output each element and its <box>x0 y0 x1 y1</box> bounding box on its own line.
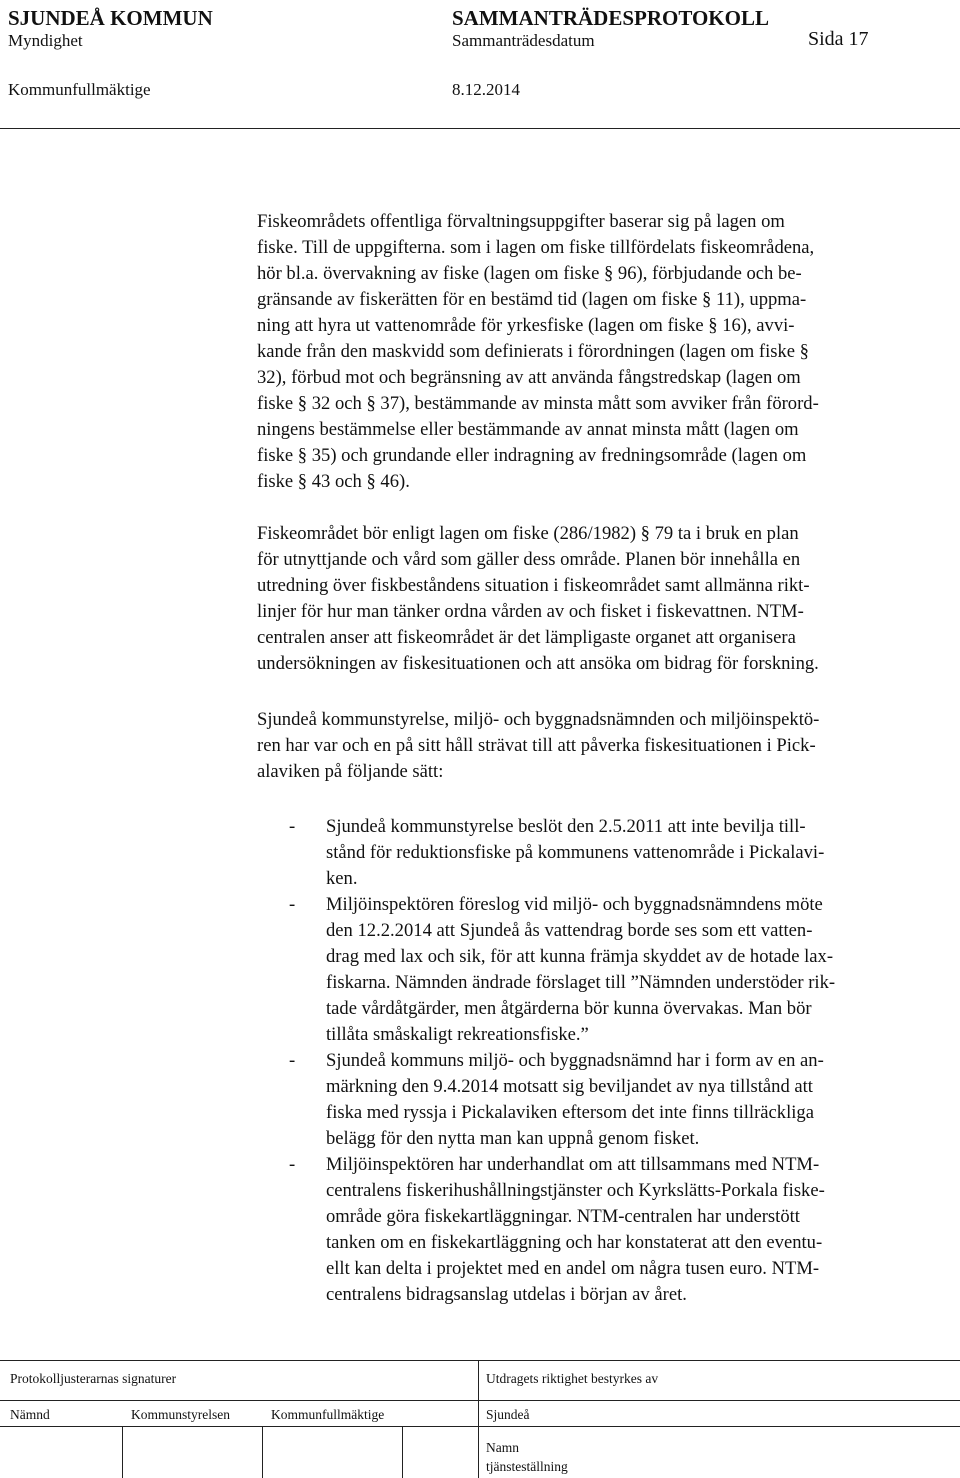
footer-signature-divider <box>0 1426 960 1427</box>
footer-col-namnd: Nämnd <box>10 1407 50 1422</box>
list-item-4-line: område göra fiskekartläggningar. NTM-centralen har understött <box>326 1206 800 1227</box>
list-item-4-line: Miljöinspektören har underhandlat om att tillsammans med NTM- <box>326 1154 820 1175</box>
footer-col-line-1 <box>122 1426 123 1478</box>
paragraph-1-line: ning att hyra ut vattenområde för yrkesfiske (lagen om fiske § 16), avvi- <box>257 315 795 336</box>
document-type: SAMMANTRÄDESPROTOKOLL <box>452 6 769 30</box>
list-item-2-line: drag med lax och sik, för att kunna främja skyddet av de hotade lax- <box>326 946 834 967</box>
list-item-2-line: fiskarna. Nämnden ändrade förslaget till ”Nämnden understöder rik- <box>326 972 836 993</box>
footer-divider <box>0 1360 960 1361</box>
municipality-name: SJUNDEÅ KOMMUN <box>8 6 213 30</box>
list-item-3-line: märkning den 9.4.2014 motsatt sig beviljandet av nya tillstånd att <box>326 1076 813 1097</box>
list-bullet: - <box>289 1050 296 1071</box>
meeting-date-label: Sammanträdesdatum <box>452 31 595 50</box>
paragraph-1-line: fiske § 43 och § 46). <box>257 471 410 492</box>
list-item-4-line: centralens bidragsanslag utdelas i början av året. <box>326 1284 687 1305</box>
list-item-1-line: Sjundeå kommunstyrelse beslöt den 2.5.2011 att inte bevilja till- <box>326 816 806 837</box>
footer-col-sjundea: Sjundeå <box>486 1407 530 1422</box>
footer-row-divider <box>0 1400 960 1401</box>
footer-separator <box>478 1360 479 1478</box>
paragraph-1-line: kande från den maskvidd som definierats i förordningen (lagen om fiske § <box>257 341 809 362</box>
footer-name-label: Namn <box>486 1440 519 1455</box>
list-item-1-line: stånd för reduktionsfiske på kommunens vattenområde i Pickalavi- <box>326 842 825 863</box>
list-item-1-line: ken. <box>326 868 358 889</box>
paragraph-1-line: 32), förbud mot och begränsning av att använda fångstredskap (lagen om <box>257 367 801 388</box>
list-bullet: - <box>289 894 296 915</box>
paragraph-1-line: ningens bestämmelse eller bestämmande av annat minsta mått (lagen om <box>257 419 799 440</box>
list-item-3-line: Sjundeå kommuns miljö- och byggnadsnämnd har i form av en an- <box>326 1050 824 1071</box>
footer-col-line-2 <box>262 1426 263 1478</box>
paragraph-3-line: alaviken på följande sätt: <box>257 761 444 782</box>
list-item-4-line: ellt kan delta i projektet med en andel om några tusen euro. NTM- <box>326 1258 820 1279</box>
list-item-2-line: tillåta småskaligt rekreationsfiske.” <box>326 1024 589 1045</box>
footer-col-kommunstyrelsen: Kommunstyrelsen <box>131 1407 230 1422</box>
paragraph-2-line: för utnyttjande och vård som gäller dess område. Planen bör innehålla en <box>257 549 801 570</box>
list-item-2-line: Miljöinspektören föreslog vid miljö- och byggnadsnämndens möte <box>326 894 823 915</box>
paragraph-2-line: Fiskeområdet bör enligt lagen om fiske (286/1982) § 79 ta i bruk en plan <box>257 523 799 544</box>
authority-label: Myndighet <box>8 31 83 50</box>
paragraph-1-line: fiske § 35) och grundande eller indragning av fredningsområde (lagen om <box>257 445 807 466</box>
meeting-date-value: 8.12.2014 <box>452 80 520 99</box>
list-bullet: - <box>289 816 296 837</box>
list-item-3-line: belägg för den nytta man kan uppnå genom fisket. <box>326 1128 700 1149</box>
paragraph-3-line: ren har var och en på sitt håll strävat till att påverka fiskesituationen i Pick- <box>257 735 816 756</box>
paragraph-2-line: utredning över fiskbeståndens situation i fiskeområdet samt allmänna rikt- <box>257 575 810 596</box>
paragraph-1-line: gränsande av fiskerätten för en bestämd tid (lagen om fiske § 11), uppma- <box>257 289 807 310</box>
list-item-4-line: tanken om en fiskekartläggning och har konstaterat att den eventu- <box>326 1232 823 1253</box>
list-item-2-line: den 12.2.2014 att Sjundeå ås vattendrag borde ses som ett vatten- <box>326 920 813 941</box>
paragraph-3-line: Sjundeå kommunstyrelse, miljö- och byggnadsnämnden och miljöinspektö- <box>257 709 820 730</box>
footer-position-label: tjänsteställning <box>486 1459 568 1474</box>
list-item-4-line: centralens fiskerihushållningstjänster och Kyrkslätts-Porkala fiske- <box>326 1180 825 1201</box>
paragraph-1-line: fiske § 32 och § 37), bestämmande av minsta mått som avviker från förord- <box>257 393 819 414</box>
list-bullet: - <box>289 1154 296 1175</box>
footer-col-line-3 <box>402 1426 403 1478</box>
authority-value: Kommunfullmäktige <box>8 80 151 99</box>
list-item-2-line: tade vårdåtgärder, men åtgärderna bör kunna övervakas. Man bör <box>326 998 812 1019</box>
footer-right-title: Utdragets riktighet bestyrkes av <box>486 1371 659 1386</box>
paragraph-1-line: Fiskeområdets offentliga förvaltningsuppgifter baserar sig på lagen om <box>257 211 785 232</box>
footer-col-kommunfullmaktige: Kommunfullmäktige <box>271 1407 385 1422</box>
paragraph-1-line: hör bl.a. övervakning av fiske (lagen om fiske § 96), förbjudande och be- <box>257 263 802 284</box>
header-divider <box>0 128 960 129</box>
paragraph-2-line: linjer för hur man tänker ordna vården av och fisket i fiskevattnen. NTM- <box>257 601 804 622</box>
paragraph-2-line: centralen anser att fiskeområdet är det lämpligaste organet att organisera <box>257 627 796 648</box>
page-number: Sida 17 <box>808 28 869 50</box>
footer-left-title: Protokolljusterarnas signaturer <box>10 1371 177 1386</box>
list-item-3-line: fiska med ryssja i Pickalaviken eftersom det inte finns tillräckliga <box>326 1102 814 1123</box>
paragraph-1-line: fiske. Till de uppgifterna. som i lagen om fiske tillfördelats fiskeområdena, <box>257 237 815 258</box>
paragraph-2-line: undersökningen av fiskesituationen och att ansöka om bidrag för forskning. <box>257 653 819 674</box>
